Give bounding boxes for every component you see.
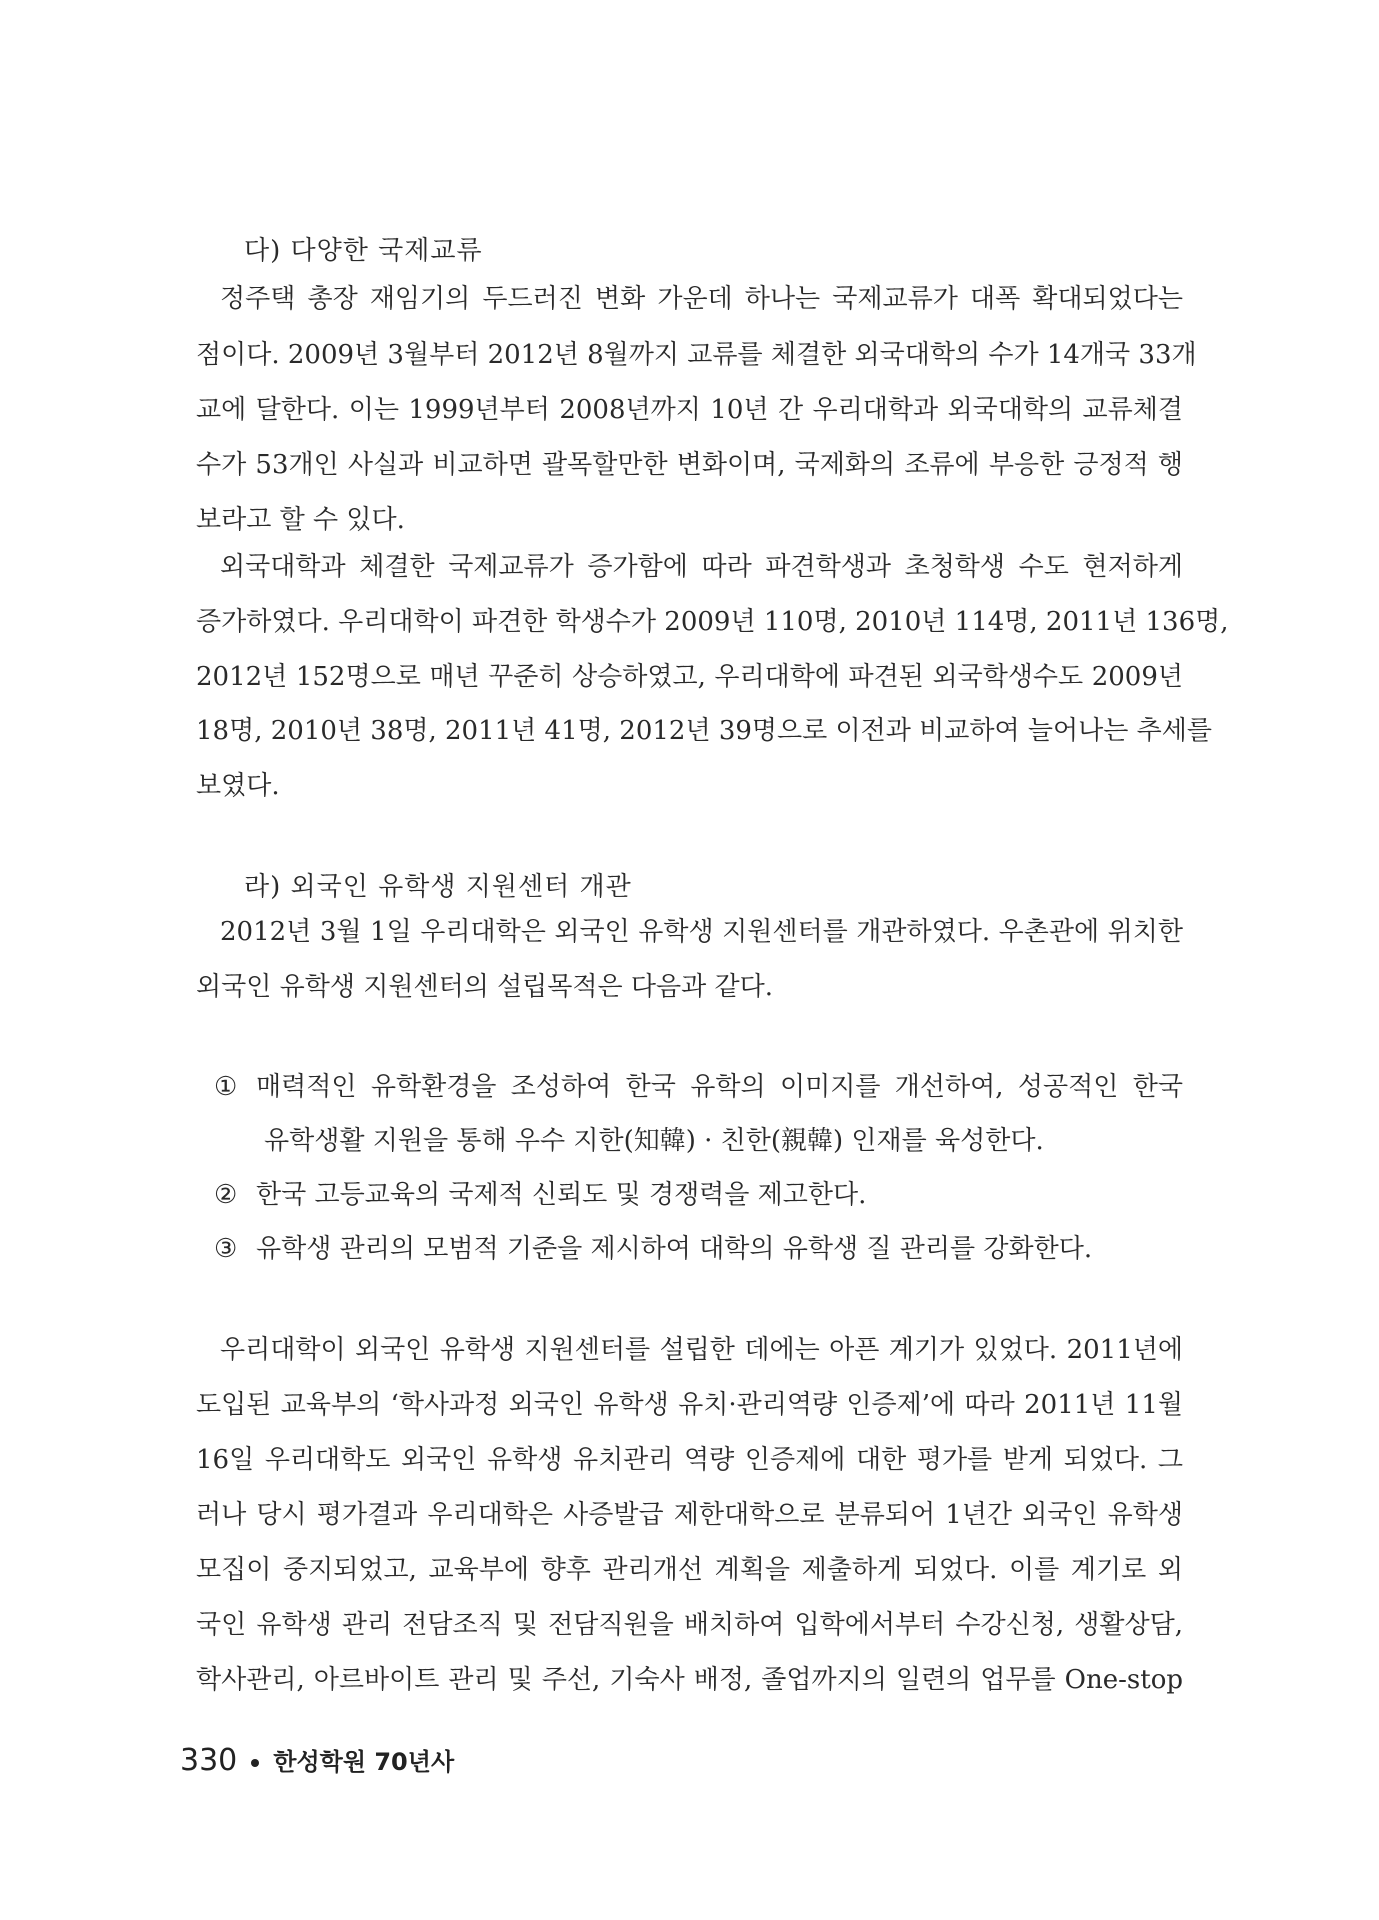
paragraph-line: 외국인 유학생 지원센터의 설립목적은 다음과 같다.	[196, 972, 774, 1002]
paragraph-line: 외국대학과 체결한 국제교류가 증가함에 따라 파견학생과 초청학생 수도 현저하게	[220, 552, 1183, 582]
paragraph-line: 러나 당시 평가결과 우리대학은 사증발급 제한대학으로 분류되어 1년간 외국인 유학생	[196, 1500, 1183, 1530]
paragraph-line: 국인 유학생 관리 전담조직 및 전담직원을 배치하여 입학에서부터 수강신청, 생활상담,	[196, 1610, 1183, 1640]
book-title: 한성학원 70년사	[273, 1748, 455, 1776]
paragraph-line: 증가하였다. 우리대학이 파견한 학생수가 2009년 110명, 2010년 114명, 2011년 136명,	[196, 607, 1229, 637]
paragraph-line: 2012년 152명으로 매년 꾸준히 상승하였고, 우리대학에 파견된 외국학생수도 2009년	[196, 662, 1183, 692]
paragraph-line: 학사관리, 아르바이트 관리 및 주선, 기숙사 배정, 졸업까지의 일련의 업무를 One-stop	[196, 1665, 1183, 1695]
paragraph-line: 점이다. 2009년 3월부터 2012년 8월까지 교류를 체결한 외국대학의 수가 14개국 33개	[196, 340, 1197, 370]
bullet-icon	[251, 1759, 259, 1767]
list-marker: ③	[214, 1234, 238, 1264]
list-marker: ②	[214, 1180, 238, 1210]
list-item-text: 유학생활 지원을 통해 우수 지한(知韓) · 친한(親韓) 인재를 육성한다.	[264, 1126, 1044, 1156]
page-number: 330	[180, 1743, 238, 1778]
paragraph-line: 16일 우리대학도 외국인 유학생 유치관리 역량 인증제에 대한 평가를 받게 되었다. 그	[196, 1445, 1183, 1475]
list-marker: ①	[214, 1072, 238, 1102]
paragraph-line: 우리대학이 외국인 유학생 지원센터를 설립한 데에는 아픈 계기가 있었다. 2011년에	[220, 1335, 1183, 1365]
paragraph-line: 교에 달한다. 이는 1999년부터 2008년까지 10년 간 우리대학과 외국대학의 교류체결	[196, 395, 1183, 425]
list-item-text: 유학생 관리의 모범적 기준을 제시하여 대학의 유학생 질 관리를 강화한다.	[256, 1234, 1093, 1264]
paragraph-line: 정주택 총장 재임기의 두드러진 변화 가운데 하나는 국제교류가 대폭 확대되었다는	[220, 284, 1183, 314]
paragraph-line: 2012년 3월 1일 우리대학은 외국인 유학생 지원센터를 개관하였다. 우촌관에 위치한	[220, 917, 1183, 947]
paragraph-line: 보라고 할 수 있다.	[196, 505, 405, 535]
paragraph-line: 18명, 2010년 38명, 2011년 41명, 2012년 39명으로 이전과 비교하여 늘어나는 추세를	[196, 716, 1212, 746]
page-footer	[180, 1742, 454, 1778]
paragraph-line: 모집이 중지되었고, 교육부에 향후 관리개선 계획을 제출하게 되었다. 이를 계기로 외	[196, 1555, 1183, 1585]
list-item-text: 한국 고등교육의 국제적 신뢰도 및 경쟁력을 제고한다.	[256, 1180, 867, 1210]
list-item-text: 매력적인 유학환경을 조성하여 한국 유학의 이미지를 개선하여, 성공적인 한국	[256, 1072, 1183, 1102]
paragraph-line: 도입된 교육부의 ‘학사과정 외국인 유학생 유치·관리역량 인증제’에 따라 2011년 11월	[196, 1390, 1183, 1420]
section-heading-ra: 라) 외국인 유학생 지원센터 개관	[244, 872, 632, 902]
paragraph-line: 수가 53개인 사실과 비교하면 괄목할만한 변화이며, 국제화의 조류에 부응한 긍정적 행	[196, 450, 1183, 480]
paragraph-line: 보였다.	[196, 771, 280, 801]
section-heading-da: 다) 다양한 국제교류	[244, 236, 483, 266]
